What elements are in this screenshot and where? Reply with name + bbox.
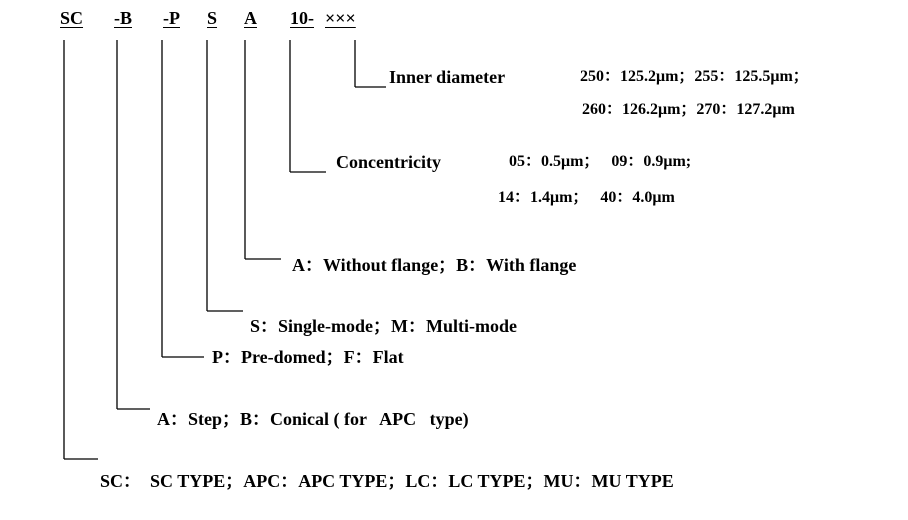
concentricity-values-2: 14：1.4μm； 40：4.0μm: [498, 189, 675, 206]
dome-description: P：Pre-domed；F：Flat: [212, 347, 404, 367]
polish-description: A：Step；B：Conical ( for APC type): [157, 409, 469, 429]
inner-diameter-values-2: 260：126.2μm；270：127.2μm: [582, 101, 795, 118]
code-s: S: [207, 8, 218, 28]
inner-diameter-values-1: 250：125.2μm；255：125.5μm；: [580, 68, 809, 85]
connector-type-description: SC： SC TYPE；APC：APC TYPE；LC：LC TYPE；MU：MU TYPE: [100, 471, 674, 491]
code-p: -P: [163, 8, 180, 28]
code-10: 10-: [290, 8, 314, 28]
flange-description: A：Without flange；B：With flange: [292, 255, 577, 275]
code-xxx: ×××: [325, 8, 356, 28]
inner-diameter-label: Inner diameter: [389, 67, 506, 87]
concentricity-label: Concentricity: [336, 152, 441, 172]
concentricity-values-1: 05：0.5μm； 09：0.9μm;: [509, 153, 692, 170]
code-sc: SC: [60, 8, 84, 28]
mode-description: S：Single-mode；M：Multi-mode: [250, 316, 517, 336]
code-b: -B: [114, 8, 132, 28]
code-a: A: [244, 8, 257, 28]
